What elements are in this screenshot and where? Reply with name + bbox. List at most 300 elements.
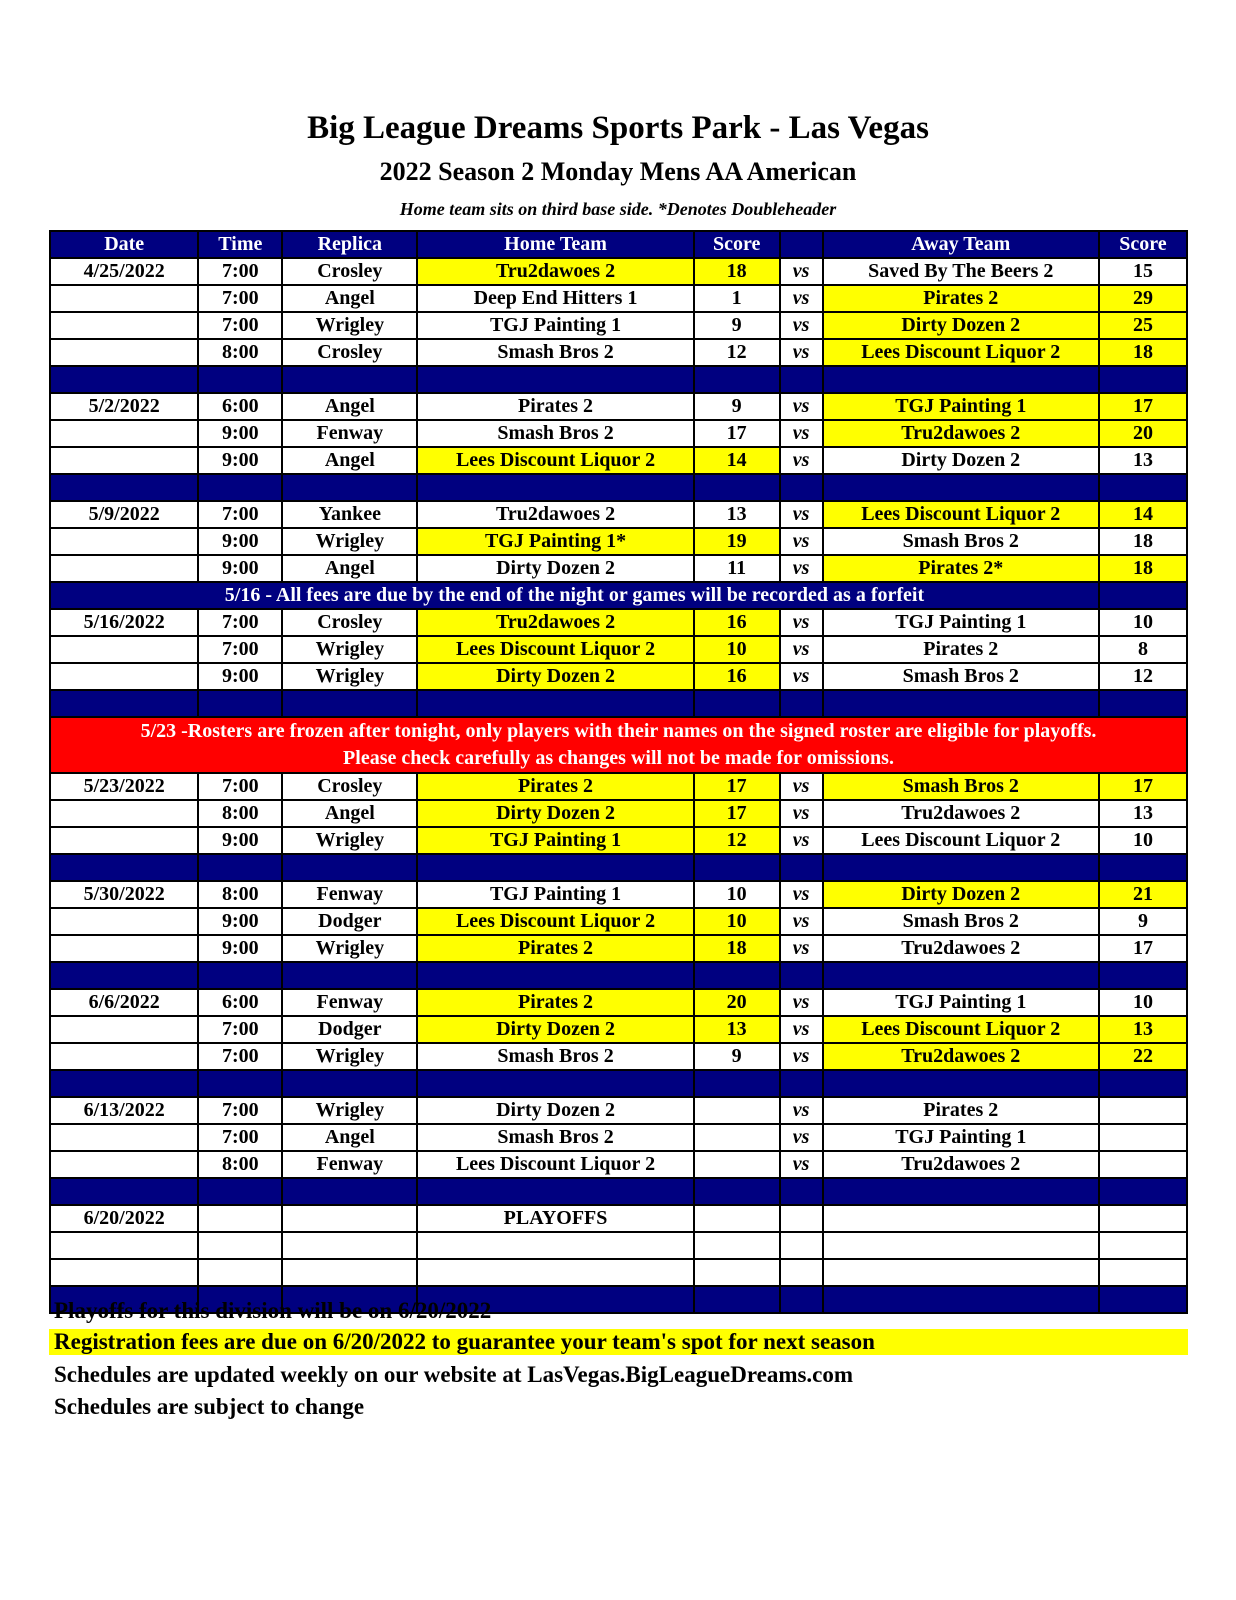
separator-cell bbox=[780, 854, 823, 881]
home-score: 18 bbox=[694, 258, 780, 285]
game-time: 9:00 bbox=[198, 528, 282, 555]
game-date: 5/9/2022 bbox=[50, 501, 198, 528]
separator-cell bbox=[198, 1070, 282, 1097]
game-replica: Angel bbox=[282, 800, 417, 827]
game-time: 9:00 bbox=[198, 420, 282, 447]
separator-cell bbox=[50, 474, 198, 501]
away-score: 17 bbox=[1099, 935, 1187, 962]
game-row bbox=[50, 663, 1187, 690]
empty-cell bbox=[198, 1205, 282, 1232]
fee-notice-text: 5/16 - All fees are due by the end of the night or games will be recorded as a forfeit bbox=[50, 582, 1099, 609]
separator-cell bbox=[50, 1070, 198, 1097]
vs-label: vs bbox=[780, 501, 823, 528]
away-score: 20 bbox=[1099, 420, 1187, 447]
away-score: 18 bbox=[1099, 528, 1187, 555]
page-subtitle: 2022 Season 2 Monday Mens AA American bbox=[379, 157, 857, 186]
home-team: Smash Bros 2 bbox=[417, 1043, 693, 1070]
separator-cell bbox=[417, 690, 693, 717]
game-date: 6/6/2022 bbox=[50, 989, 198, 1016]
separator-cell bbox=[282, 366, 417, 393]
separator-cell bbox=[282, 854, 417, 881]
separator-cell bbox=[694, 1070, 780, 1097]
away-team: TGJ Painting 1 bbox=[823, 989, 1099, 1016]
game-replica: Angel bbox=[282, 555, 417, 582]
separator-cell bbox=[282, 962, 417, 989]
empty-cell bbox=[198, 1259, 282, 1286]
game-time: 9:00 bbox=[198, 935, 282, 962]
game-replica: Fenway bbox=[282, 1151, 417, 1178]
home-team: Lees Discount Liquor 2 bbox=[417, 908, 693, 935]
vs-label: vs bbox=[780, 663, 823, 690]
col-header-vs bbox=[780, 231, 823, 258]
col-header-away-score: Score bbox=[1099, 231, 1187, 258]
away-team: Tru2dawoes 2 bbox=[823, 935, 1099, 962]
separator-cell bbox=[780, 690, 823, 717]
game-date bbox=[50, 1124, 198, 1151]
game-date bbox=[50, 800, 198, 827]
schedule-table bbox=[49, 230, 1188, 1314]
game-time: 9:00 bbox=[198, 555, 282, 582]
game-date bbox=[50, 312, 198, 339]
game-replica: Wrigley bbox=[282, 636, 417, 663]
game-row bbox=[50, 528, 1187, 555]
away-team: Smash Bros 2 bbox=[823, 773, 1099, 800]
away-score: 8 bbox=[1099, 636, 1187, 663]
home-score: 10 bbox=[694, 881, 780, 908]
separator-cell bbox=[1099, 962, 1187, 989]
game-date bbox=[50, 420, 198, 447]
game-row bbox=[50, 800, 1187, 827]
game-date bbox=[50, 285, 198, 312]
away-team: Lees Discount Liquor 2 bbox=[823, 501, 1099, 528]
home-team: Deep End Hitters 1 bbox=[417, 285, 693, 312]
game-time: 9:00 bbox=[198, 827, 282, 854]
empty-cell bbox=[198, 1232, 282, 1259]
separator-cell bbox=[823, 854, 1099, 881]
game-row bbox=[50, 555, 1187, 582]
home-score: 12 bbox=[694, 339, 780, 366]
empty-cell bbox=[1099, 1259, 1187, 1286]
vs-label: vs bbox=[780, 609, 823, 636]
home-team: Dirty Dozen 2 bbox=[417, 1016, 693, 1043]
vs-label: vs bbox=[780, 1124, 823, 1151]
separator-cell bbox=[282, 1070, 417, 1097]
game-date: 4/25/2022 bbox=[50, 258, 198, 285]
away-score: 17 bbox=[1099, 393, 1187, 420]
away-team: Dirty Dozen 2 bbox=[823, 447, 1099, 474]
separator-cell bbox=[50, 1178, 198, 1205]
away-team: Pirates 2 bbox=[823, 1097, 1099, 1124]
vs-label: vs bbox=[780, 285, 823, 312]
separator-cell bbox=[198, 690, 282, 717]
home-team: Dirty Dozen 2 bbox=[417, 800, 693, 827]
empty-cell bbox=[1099, 1205, 1187, 1232]
home-team: Dirty Dozen 2 bbox=[417, 663, 693, 690]
separator-cell bbox=[1099, 854, 1187, 881]
empty-cell bbox=[780, 1232, 823, 1259]
game-time: 7:00 bbox=[198, 258, 282, 285]
game-replica: Fenway bbox=[282, 881, 417, 908]
game-replica: Wrigley bbox=[282, 827, 417, 854]
game-time: 9:00 bbox=[198, 663, 282, 690]
game-date bbox=[50, 447, 198, 474]
separator-cell bbox=[198, 366, 282, 393]
empty-cell bbox=[50, 1259, 198, 1286]
vs-label: vs bbox=[780, 1016, 823, 1043]
separator-cell bbox=[417, 1070, 693, 1097]
game-date: 5/2/2022 bbox=[50, 393, 198, 420]
game-replica: Crosley bbox=[282, 258, 417, 285]
footer-website-line: Schedules are updated weekly on our website at LasVegas.BigLeagueDreams.com bbox=[54, 1362, 854, 1387]
empty-cell bbox=[417, 1232, 693, 1259]
separator-cell bbox=[417, 1178, 693, 1205]
away-score: 13 bbox=[1099, 447, 1187, 474]
separator-cell bbox=[282, 690, 417, 717]
separator-cell bbox=[823, 1070, 1099, 1097]
empty-cell bbox=[823, 1205, 1099, 1232]
away-team: Tru2dawoes 2 bbox=[823, 800, 1099, 827]
home-score: 10 bbox=[694, 908, 780, 935]
separator-cell bbox=[198, 474, 282, 501]
game-replica: Wrigley bbox=[282, 1043, 417, 1070]
game-replica: Wrigley bbox=[282, 935, 417, 962]
home-score: 1 bbox=[694, 285, 780, 312]
game-time: 7:00 bbox=[198, 1016, 282, 1043]
col-header-home-score: Score bbox=[694, 231, 780, 258]
game-row bbox=[50, 1097, 1187, 1124]
empty-cell bbox=[282, 1232, 417, 1259]
game-date bbox=[50, 528, 198, 555]
game-date bbox=[50, 636, 198, 663]
empty-cell bbox=[1099, 1232, 1187, 1259]
game-row bbox=[50, 1016, 1187, 1043]
home-team: Smash Bros 2 bbox=[417, 1124, 693, 1151]
game-row bbox=[50, 1124, 1187, 1151]
separator-cell bbox=[1099, 1178, 1187, 1205]
game-replica: Dodger bbox=[282, 1016, 417, 1043]
vs-label: vs bbox=[780, 827, 823, 854]
separator-row bbox=[50, 474, 1187, 501]
away-score: 10 bbox=[1099, 609, 1187, 636]
game-row bbox=[50, 285, 1187, 312]
empty-cell bbox=[694, 1232, 780, 1259]
away-score: 13 bbox=[1099, 1016, 1187, 1043]
game-date bbox=[50, 663, 198, 690]
game-replica: Angel bbox=[282, 285, 417, 312]
game-date: 5/23/2022 bbox=[50, 773, 198, 800]
vs-label: vs bbox=[780, 555, 823, 582]
vs-label: vs bbox=[780, 908, 823, 935]
game-time: 9:00 bbox=[198, 447, 282, 474]
vs-label: vs bbox=[780, 420, 823, 447]
away-team: Tru2dawoes 2 bbox=[823, 420, 1099, 447]
home-team: Pirates 2 bbox=[417, 935, 693, 962]
playoffs-row bbox=[50, 1205, 1187, 1232]
game-row bbox=[50, 420, 1187, 447]
away-score: 9 bbox=[1099, 908, 1187, 935]
separator-row bbox=[50, 1070, 1187, 1097]
separator-cell bbox=[50, 962, 198, 989]
home-team: Tru2dawoes 2 bbox=[417, 501, 693, 528]
separator-cell bbox=[780, 366, 823, 393]
home-score: 12 bbox=[694, 827, 780, 854]
schedule-body bbox=[50, 258, 1187, 1313]
home-score: 17 bbox=[694, 420, 780, 447]
game-time: 7:00 bbox=[198, 285, 282, 312]
away-team: TGJ Painting 1 bbox=[823, 393, 1099, 420]
game-replica: Wrigley bbox=[282, 528, 417, 555]
separator-cell bbox=[780, 1178, 823, 1205]
separator-cell bbox=[198, 854, 282, 881]
away-score: 12 bbox=[1099, 663, 1187, 690]
blank-row bbox=[50, 1259, 1187, 1286]
separator-cell bbox=[417, 366, 693, 393]
empty-cell bbox=[50, 1232, 198, 1259]
vs-label: vs bbox=[780, 935, 823, 962]
game-date: 5/30/2022 bbox=[50, 881, 198, 908]
away-team: Pirates 2* bbox=[823, 555, 1099, 582]
separator-cell bbox=[694, 366, 780, 393]
schedule-note: Home team sits on third base side. *Denotes Doubleheader bbox=[399, 199, 837, 219]
vs-label: vs bbox=[780, 989, 823, 1016]
game-time: 7:00 bbox=[198, 636, 282, 663]
home-team: Lees Discount Liquor 2 bbox=[417, 636, 693, 663]
col-header-away-team: Away Team bbox=[823, 231, 1099, 258]
away-team: Lees Discount Liquor 2 bbox=[823, 1016, 1099, 1043]
empty-cell bbox=[823, 1259, 1099, 1286]
away-team: Pirates 2 bbox=[823, 285, 1099, 312]
game-row bbox=[50, 935, 1187, 962]
separator-cell bbox=[694, 474, 780, 501]
separator-cell bbox=[823, 690, 1099, 717]
vs-label: vs bbox=[780, 528, 823, 555]
away-team: TGJ Painting 1 bbox=[823, 609, 1099, 636]
home-team: Dirty Dozen 2 bbox=[417, 555, 693, 582]
home-score: 10 bbox=[694, 636, 780, 663]
separator-cell bbox=[50, 366, 198, 393]
separator-cell bbox=[417, 962, 693, 989]
vs-label: vs bbox=[780, 800, 823, 827]
away-score: 13 bbox=[1099, 800, 1187, 827]
playoffs-label: PLAYOFFS bbox=[417, 1205, 693, 1232]
home-score: 16 bbox=[694, 663, 780, 690]
game-row bbox=[50, 773, 1187, 800]
roster-notice-row bbox=[50, 717, 1187, 773]
home-team: Tru2dawoes 2 bbox=[417, 258, 693, 285]
game-replica: Fenway bbox=[282, 420, 417, 447]
game-row bbox=[50, 609, 1187, 636]
game-time: 8:00 bbox=[198, 1151, 282, 1178]
separator-cell bbox=[823, 962, 1099, 989]
empty-cell bbox=[780, 1205, 823, 1232]
separator-cell bbox=[417, 474, 693, 501]
game-row bbox=[50, 339, 1187, 366]
separator-cell bbox=[1099, 366, 1187, 393]
home-score bbox=[694, 1097, 780, 1124]
vs-label: vs bbox=[780, 393, 823, 420]
away-score bbox=[1099, 1151, 1187, 1178]
game-time: 7:00 bbox=[198, 501, 282, 528]
blank-row bbox=[50, 1232, 1187, 1259]
vs-label: vs bbox=[780, 339, 823, 366]
home-team: Pirates 2 bbox=[417, 393, 693, 420]
separator-cell bbox=[50, 690, 198, 717]
game-time: 7:00 bbox=[198, 1043, 282, 1070]
empty-cell bbox=[694, 1259, 780, 1286]
home-score: 11 bbox=[694, 555, 780, 582]
game-row bbox=[50, 1151, 1187, 1178]
home-team: TGJ Painting 1* bbox=[417, 528, 693, 555]
game-date: 6/13/2022 bbox=[50, 1097, 198, 1124]
game-replica: Fenway bbox=[282, 989, 417, 1016]
game-row bbox=[50, 1043, 1187, 1070]
away-score: 10 bbox=[1099, 827, 1187, 854]
away-score: 22 bbox=[1099, 1043, 1187, 1070]
game-date: 5/16/2022 bbox=[50, 609, 198, 636]
playoffs-date: 6/20/2022 bbox=[50, 1205, 198, 1232]
vs-label: vs bbox=[780, 1043, 823, 1070]
game-replica: Wrigley bbox=[282, 312, 417, 339]
vs-label: vs bbox=[780, 636, 823, 663]
game-replica: Crosley bbox=[282, 773, 417, 800]
separator-cell bbox=[1099, 582, 1187, 609]
home-score: 9 bbox=[694, 1043, 780, 1070]
game-replica: Angel bbox=[282, 1124, 417, 1151]
away-score: 18 bbox=[1099, 339, 1187, 366]
empty-cell bbox=[417, 1259, 693, 1286]
away-team: Pirates 2 bbox=[823, 636, 1099, 663]
home-score: 20 bbox=[694, 989, 780, 1016]
home-score: 16 bbox=[694, 609, 780, 636]
away-score: 18 bbox=[1099, 555, 1187, 582]
game-time: 8:00 bbox=[198, 339, 282, 366]
home-team: Lees Discount Liquor 2 bbox=[417, 447, 693, 474]
game-replica: Crosley bbox=[282, 609, 417, 636]
home-team: TGJ Painting 1 bbox=[417, 881, 693, 908]
separator-cell bbox=[694, 854, 780, 881]
game-replica: Yankee bbox=[282, 501, 417, 528]
fee-notice-row bbox=[50, 582, 1187, 609]
separator-cell bbox=[282, 1178, 417, 1205]
footer-change-line: Schedules are subject to change bbox=[54, 1394, 365, 1419]
game-replica: Angel bbox=[282, 393, 417, 420]
separator-cell bbox=[1099, 1070, 1187, 1097]
game-time: 7:00 bbox=[198, 609, 282, 636]
game-row bbox=[50, 258, 1187, 285]
roster-notice-line: 5/23 -Rosters are frozen after tonight, only players with their names on the signed roster are eligible for playoffs. bbox=[140, 720, 1097, 742]
game-replica: Angel bbox=[282, 447, 417, 474]
home-score: 17 bbox=[694, 800, 780, 827]
separator-row bbox=[50, 962, 1187, 989]
home-score: 13 bbox=[694, 501, 780, 528]
separator-cell bbox=[823, 474, 1099, 501]
game-date bbox=[50, 339, 198, 366]
away-team: Tru2dawoes 2 bbox=[823, 1151, 1099, 1178]
game-date bbox=[50, 1151, 198, 1178]
away-team: Lees Discount Liquor 2 bbox=[823, 827, 1099, 854]
home-score: 9 bbox=[694, 393, 780, 420]
vs-label: vs bbox=[780, 881, 823, 908]
home-score: 19 bbox=[694, 528, 780, 555]
vs-label: vs bbox=[780, 1097, 823, 1124]
away-score: 15 bbox=[1099, 258, 1187, 285]
game-time: 6:00 bbox=[198, 393, 282, 420]
separator-cell bbox=[1099, 690, 1187, 717]
away-team: Lees Discount Liquor 2 bbox=[823, 339, 1099, 366]
away-team: TGJ Painting 1 bbox=[823, 1124, 1099, 1151]
game-row bbox=[50, 881, 1187, 908]
game-date bbox=[50, 935, 198, 962]
home-team: Smash Bros 2 bbox=[417, 420, 693, 447]
separator-cell bbox=[823, 1178, 1099, 1205]
home-score bbox=[694, 1124, 780, 1151]
separator-row bbox=[50, 366, 1187, 393]
home-team: Pirates 2 bbox=[417, 773, 693, 800]
separator-row bbox=[50, 690, 1187, 717]
empty-cell bbox=[694, 1205, 780, 1232]
game-row bbox=[50, 827, 1187, 854]
separator-cell bbox=[823, 366, 1099, 393]
separator-row bbox=[50, 1178, 1187, 1205]
roster-notice-cell bbox=[50, 717, 1187, 773]
home-team: Smash Bros 2 bbox=[417, 339, 693, 366]
vs-label: vs bbox=[780, 258, 823, 285]
col-header-home-team: Home Team bbox=[417, 231, 693, 258]
game-time: 7:00 bbox=[198, 773, 282, 800]
game-row bbox=[50, 501, 1187, 528]
separator-row bbox=[50, 854, 1187, 881]
footer-playoffs-line: Playoffs for this division will be on 6/20/2022 bbox=[54, 1298, 492, 1323]
separator-cell bbox=[780, 474, 823, 501]
game-row bbox=[50, 393, 1187, 420]
away-score bbox=[1099, 1097, 1187, 1124]
away-team: Tru2dawoes 2 bbox=[823, 1043, 1099, 1070]
separator-cell bbox=[198, 962, 282, 989]
away-score: 10 bbox=[1099, 989, 1187, 1016]
col-header-date: Date bbox=[50, 231, 198, 258]
separator-cell bbox=[780, 1070, 823, 1097]
game-row bbox=[50, 447, 1187, 474]
col-header-replica: Replica bbox=[282, 231, 417, 258]
game-replica: Crosley bbox=[282, 339, 417, 366]
empty-cell bbox=[282, 1205, 417, 1232]
separator-cell bbox=[198, 1178, 282, 1205]
game-date bbox=[50, 1043, 198, 1070]
footer-registration-line: Registration fees are due on 6/20/2022 to guarantee your team's spot for next season bbox=[49, 1329, 1188, 1355]
separator-cell bbox=[694, 690, 780, 717]
game-date bbox=[50, 827, 198, 854]
game-time: 9:00 bbox=[198, 908, 282, 935]
away-team: Dirty Dozen 2 bbox=[823, 881, 1099, 908]
page-title: Big League Dreams Sports Park - Las Vegas bbox=[307, 110, 929, 146]
separator-cell bbox=[417, 854, 693, 881]
away-score: 14 bbox=[1099, 501, 1187, 528]
game-row bbox=[50, 636, 1187, 663]
away-team: Saved By The Beers 2 bbox=[823, 258, 1099, 285]
home-team: Tru2dawoes 2 bbox=[417, 609, 693, 636]
game-time: 7:00 bbox=[198, 1124, 282, 1151]
away-score: 21 bbox=[1099, 881, 1187, 908]
home-score: 17 bbox=[694, 773, 780, 800]
home-team: Pirates 2 bbox=[417, 989, 693, 1016]
game-date bbox=[50, 908, 198, 935]
separator-cell bbox=[694, 1178, 780, 1205]
away-team: Smash Bros 2 bbox=[823, 908, 1099, 935]
away-score bbox=[1099, 1124, 1187, 1151]
game-replica: Dodger bbox=[282, 908, 417, 935]
home-team: Lees Discount Liquor 2 bbox=[417, 1151, 693, 1178]
away-score: 17 bbox=[1099, 773, 1187, 800]
